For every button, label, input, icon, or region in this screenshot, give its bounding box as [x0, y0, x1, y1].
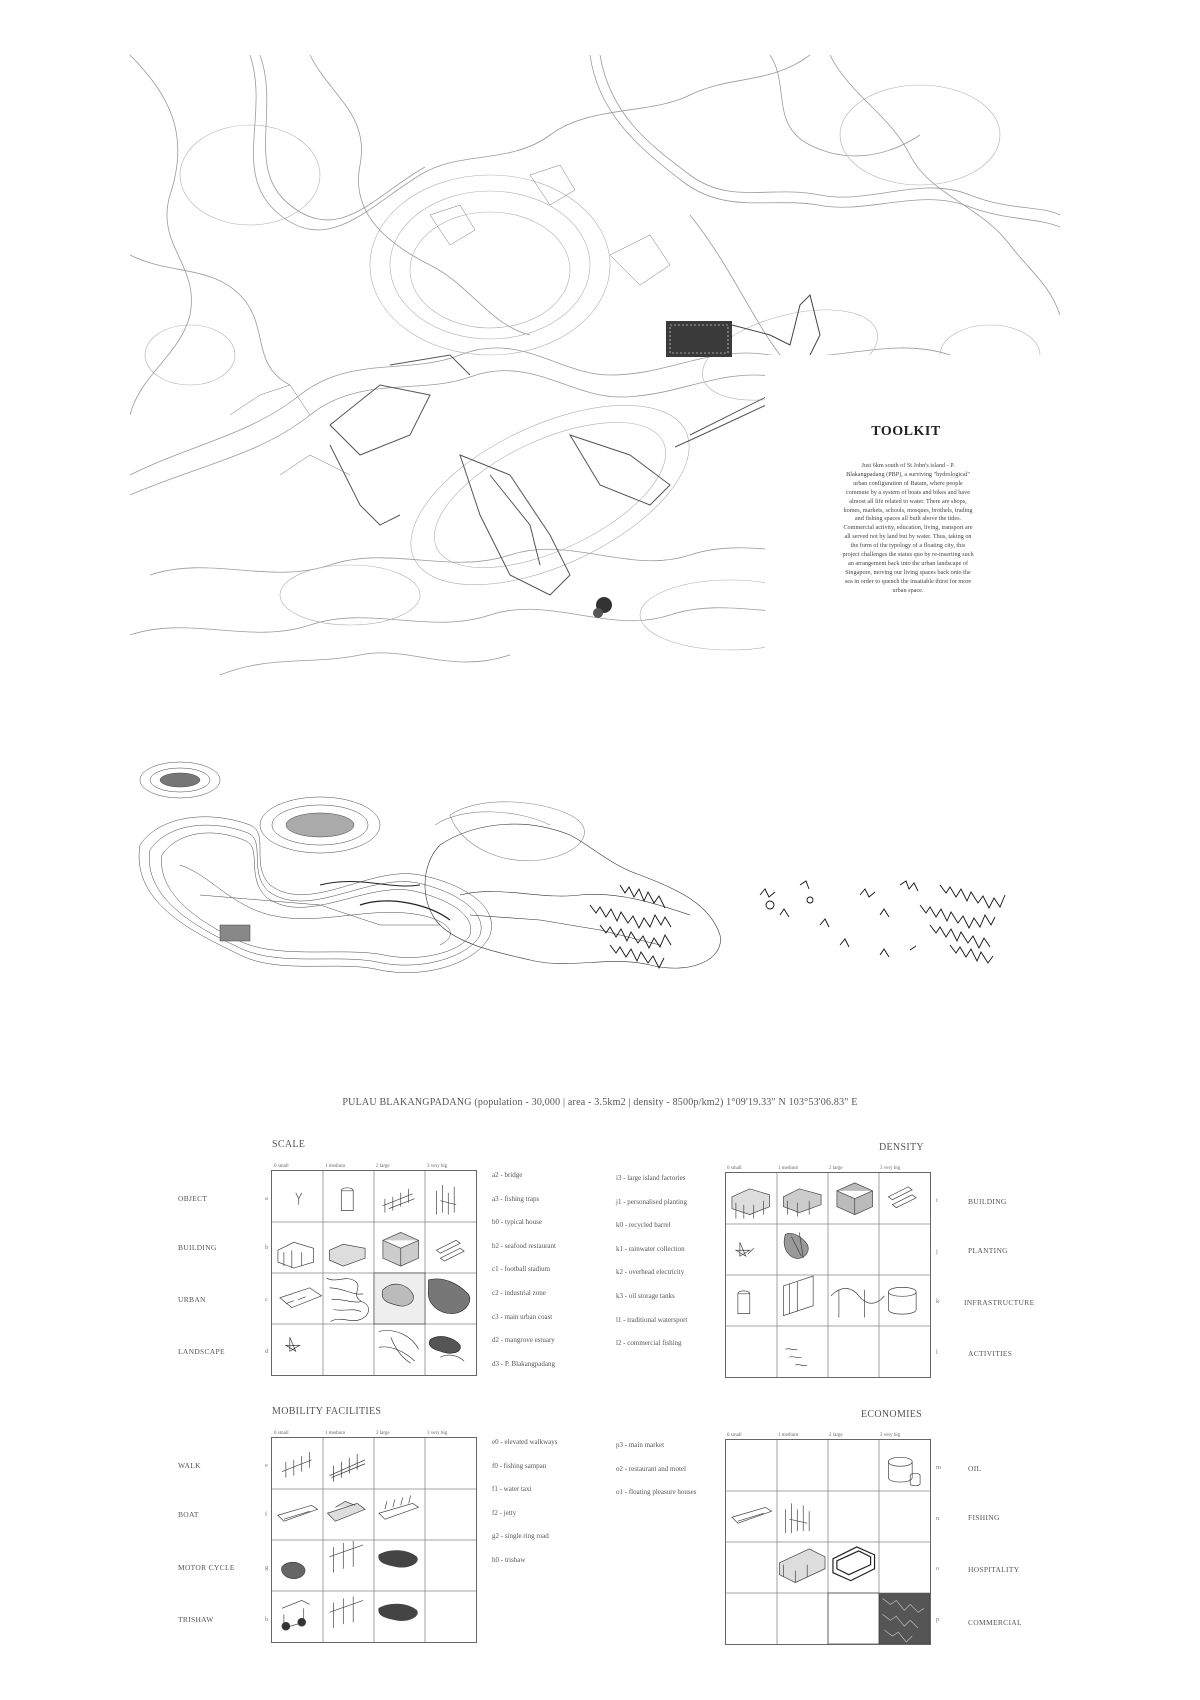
- scale-legend-item: c2 - industrial zone: [492, 1288, 546, 1297]
- density-col-2: 2 large: [829, 1166, 843, 1171]
- toolkit-title: TOOLKIT: [871, 424, 941, 439]
- scale-letter-b: b: [265, 1244, 269, 1251]
- density-col-0: 0 small: [727, 1166, 742, 1171]
- island-built-form-diagram: [425, 802, 720, 968]
- economies-title: ECONOMIES: [861, 1409, 923, 1420]
- mobility-row-walk: WALK: [178, 1461, 201, 1470]
- mobility-legend-item: h0 - trishaw: [492, 1555, 526, 1564]
- scale-legend-item: a2 - bridge: [492, 1171, 523, 1179]
- mobility-col-0: 0 small: [274, 1431, 289, 1436]
- mobility-legend-item: f0 - fishing sampan: [492, 1461, 547, 1470]
- economies-letter-p: p: [936, 1616, 940, 1623]
- mobility-legend-item: f1 - water taxi: [492, 1485, 532, 1494]
- density-legend-item: l1 - traditional watersport: [616, 1315, 688, 1324]
- scale-matrix: [271, 1170, 477, 1376]
- mobility-row-boat: BOAT: [178, 1510, 199, 1519]
- economies-sketches: [726, 1440, 930, 1644]
- density-legend-item: j1 - personalised planting: [616, 1197, 687, 1206]
- density-row-infrastructure: INFRASTRUCTURE: [964, 1298, 1035, 1307]
- density-legend-item: k1 - rainwater collection: [616, 1244, 685, 1253]
- scale-letter-a: a: [265, 1195, 268, 1202]
- economies-row-fishing: FISHING: [968, 1513, 1000, 1522]
- density-col-1: 1 medium: [778, 1166, 799, 1171]
- scale-legend-item: b2 - seafood restaurant: [492, 1241, 556, 1250]
- mobility-col-2: 2 large: [376, 1431, 390, 1436]
- mobility-row-trishaw: TRISHAW: [178, 1615, 214, 1624]
- density-letter-i: i: [936, 1197, 938, 1204]
- mobility-legend-item: g2 - single ring road: [492, 1532, 549, 1541]
- density-letter-j: j: [936, 1248, 938, 1255]
- economies-row-hospitality: HOSPITALITY: [968, 1565, 1020, 1574]
- island-density-diagram: [760, 881, 1005, 963]
- scale-legend-item: d3 - P. Blakangpadang: [492, 1359, 555, 1368]
- island-contour-diagram: [139, 762, 492, 973]
- density-legend-item: k0 - recycled barrel: [616, 1221, 671, 1230]
- economies-row-commercial: COMMERCIAL: [968, 1618, 1022, 1627]
- density-legend-item: k2 - overhead electricity: [616, 1268, 685, 1277]
- economies-col-0: 0 small: [727, 1433, 742, 1438]
- economies-letter-m: m: [936, 1464, 942, 1471]
- density-row-building: BUILDING: [968, 1197, 1007, 1206]
- scale-title: SCALE: [272, 1139, 306, 1150]
- mobility-letter-g: g: [265, 1564, 269, 1571]
- toolkit-description: Just 6km south of St John's island - P. Blakangpadang (PBP), a surviving "hydrological" urban configuration of Batam, where people commute by a system of boats and bikes and have almost all life related to water. There are shops, homes, markets, schools, mosques, brothels, trading and fishing spaces all built above the tides. Commercial activity, education, living, transport are all served not by land but by water. Thus, taking on the form of the typology of a floating city, this project challenges the status quo by re-inserting such an arrangement back into the urban landscape of Singapore, moving our living spaces back onto the sea in order to quench the insatiable thirst for more urban space.: [842, 462, 974, 594]
- island-analysis-diagrams: [120, 755, 1100, 1005]
- scale-legend-item: b0 - typical house: [492, 1218, 542, 1227]
- scale-row-building: BUILDING: [178, 1243, 217, 1252]
- economies-col-3: 3 very big: [880, 1433, 901, 1438]
- scale-col-3: 3 very big: [427, 1164, 448, 1169]
- scale-col-0: 0 small: [274, 1164, 289, 1169]
- density-sketches: [726, 1173, 930, 1377]
- mobility-letter-h: h: [265, 1616, 269, 1623]
- density-legend-item: i3 - large island factories: [616, 1174, 686, 1182]
- density-letter-l: l: [936, 1349, 938, 1356]
- economies-legend-item: o1 - floating pleasure houses: [616, 1488, 697, 1497]
- economies-letter-o: o: [936, 1565, 940, 1572]
- scale-row-landscape: LANDSCAPE: [178, 1347, 225, 1356]
- mobility-letter-e: e: [265, 1462, 268, 1469]
- scale-letter-d: d: [265, 1348, 269, 1355]
- economies-row-oil: OIL: [968, 1464, 982, 1473]
- scale-legend-item: c1 - football stadium: [492, 1265, 551, 1274]
- density-legend-item: k3 - oil storage tanks: [616, 1291, 675, 1300]
- mobility-sketches: [272, 1438, 476, 1642]
- scale-legend-item: d2 - mangrove estuary: [492, 1336, 555, 1345]
- density-letter-k: k: [936, 1298, 940, 1305]
- density-title: DENSITY: [879, 1142, 924, 1153]
- scale-sketches: [272, 1171, 476, 1375]
- density-row-activities: ACTIVITIES: [968, 1349, 1013, 1358]
- scale-row-urban: URBAN: [178, 1295, 206, 1304]
- mobility-col-3: 3 very big: [427, 1431, 448, 1436]
- mobility-letter-f: f: [265, 1511, 268, 1518]
- mobility-legend-item: f2 - jetty: [492, 1508, 517, 1517]
- mobility-col-1: 1 medium: [325, 1431, 346, 1436]
- density-col-3: 3 very big: [880, 1166, 901, 1171]
- density-row-planting: PLANTING: [968, 1246, 1008, 1255]
- economies-legend-item: p3 - main market: [616, 1441, 665, 1449]
- mobility-row-motorcycle: MOTOR CYCLE: [178, 1563, 235, 1572]
- density-legend-item: l2 - commercial fishing: [616, 1339, 682, 1348]
- scale-col-1: 1 medium: [325, 1164, 346, 1169]
- scale-legend-item: c3 - main urban coast: [492, 1312, 553, 1321]
- economies-letter-n: n: [936, 1515, 940, 1522]
- mobility-legend-item: e0 - elevated walkways: [492, 1438, 558, 1446]
- mobility-matrix: [271, 1437, 477, 1643]
- scale-col-2: 2 large: [376, 1164, 390, 1169]
- economies-col-1: 1 medium: [778, 1433, 799, 1438]
- site-summary-line: PULAU BLAKANGPADANG (population - 30,000 | area - 3.5km2 | density - 8500p/km2) 1°09'19.33" N 103°53'06.83" E: [342, 1097, 858, 1108]
- mobility-title: MOBILITY FACILITIES: [272, 1406, 382, 1417]
- economies-col-2: 2 large: [829, 1433, 843, 1438]
- economies-matrix: [725, 1439, 931, 1645]
- scale-row-object: OBJECT: [178, 1194, 208, 1203]
- density-matrix: [725, 1172, 931, 1378]
- economies-legend-item: o2 - restaurant and motel: [616, 1464, 686, 1473]
- scale-letter-c: c: [265, 1296, 268, 1303]
- scale-legend-item: a3 - fishing traps: [492, 1194, 540, 1203]
